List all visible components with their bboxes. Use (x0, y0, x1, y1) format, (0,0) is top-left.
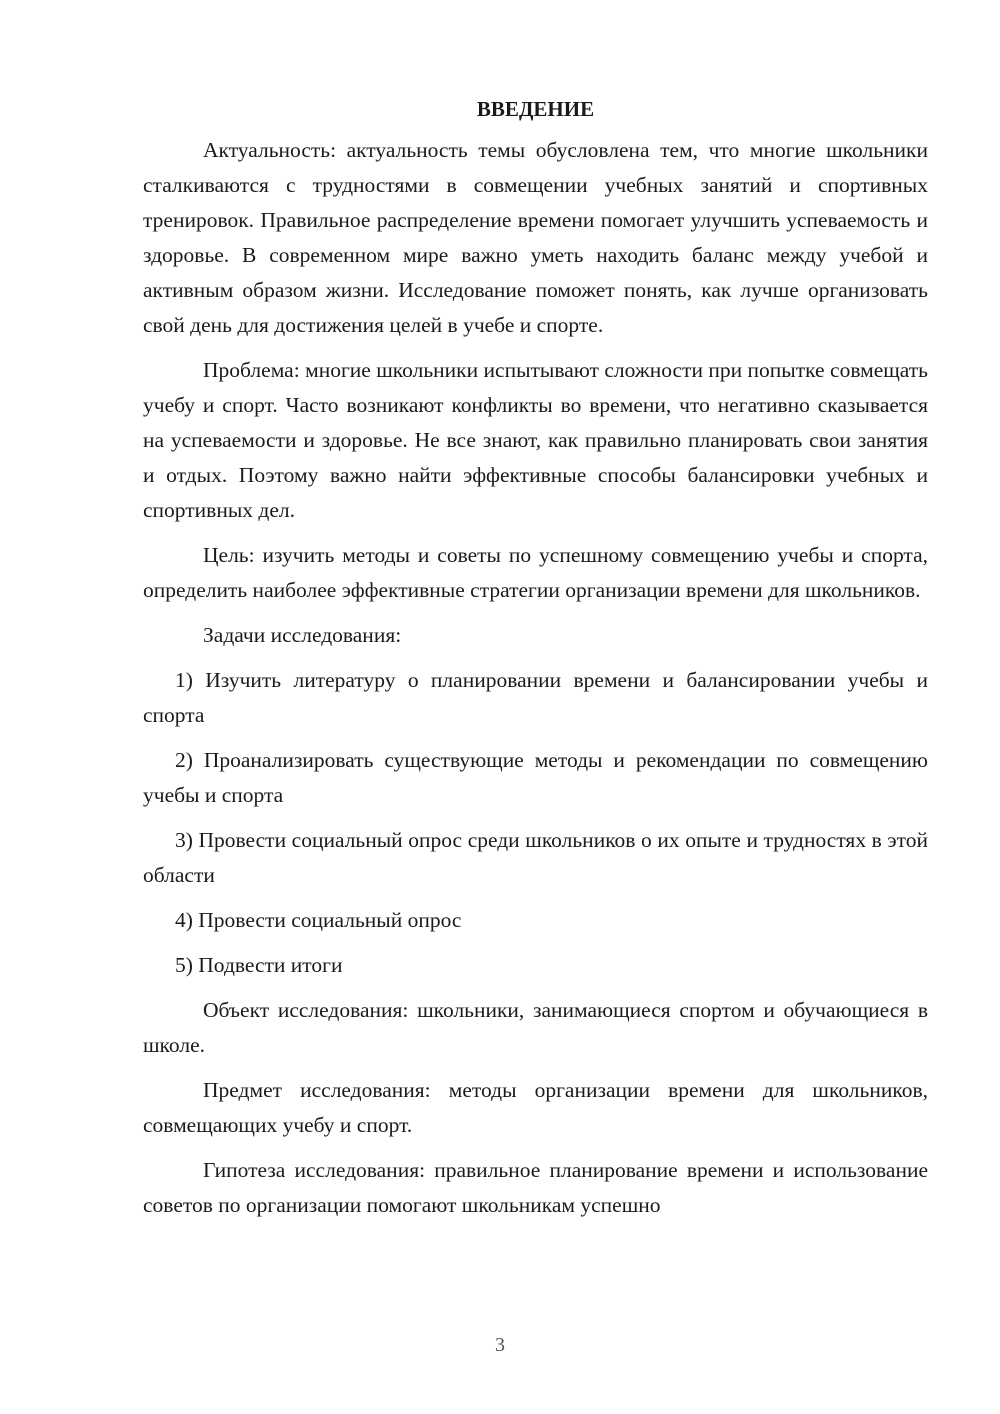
task-item-2: 2) Проанализировать существующие методы и рекомендации по совмещению учебы и спорта (143, 748, 928, 807)
paragraph-object: Объект исследования: школьники, занимающиеся спортом и обучающиеся в школе. (143, 998, 928, 1057)
task-item-4: 4) Провести социальный опрос (175, 908, 462, 932)
paragraph-relevance: Актуальность: актуальность темы обусловлена тем, что многие школьники сталкиваются с трудностями в совмещении учебных занятий и спортивных тренировок. Правильное распределение времени помогает улучшить успеваемость и здоровье. В современном мире важно уметь находить баланс между учебой и активным образом жизни. Исследование поможет понять, как лучше организовать свой день для достижения целей в учебе и спорте. (143, 138, 928, 337)
paragraph-goal: Цель: изучить методы и советы по успешному совмещению учебы и спорта, определить наиболее эффективные стратегии организации времени для школьников. (143, 543, 928, 602)
paragraph-hypothesis: Гипотеза исследования: правильное планирование времени и использование советов по организации помогают школьникам успешно (143, 1158, 928, 1217)
section-title: ВВЕДЕНИЕ (476, 97, 595, 121)
document-page (143, 92, 928, 1233)
task-item-3: 3) Провести социальный опрос среди школьников о их опыте и трудностях в этой области (143, 828, 928, 887)
paragraph-tasks-heading: Задачи исследования: (203, 623, 402, 647)
paragraph-subject: Предмет исследования: методы организации времени для школьников, совмещающих учебу и спорт. (143, 1078, 928, 1137)
page-number: 3 (495, 1334, 505, 1356)
task-item-5: 5) Подвести итоги (175, 953, 343, 977)
task-item-1: 1) Изучить литературу о планировании времени и балансировании учебы и спорта (143, 668, 928, 727)
paragraph-problem: Проблема: многие школьники испытывают сложности при попытке совмещать учебу и спорт. Часто возникают конфликты во времени, что негативно сказывается на успеваемости и здоровье. Не все знают, как правильно планировать свои занятия и отдых. Поэтому важно найти эффективные способы балансировки учебных и спортивных дел. (143, 358, 928, 522)
